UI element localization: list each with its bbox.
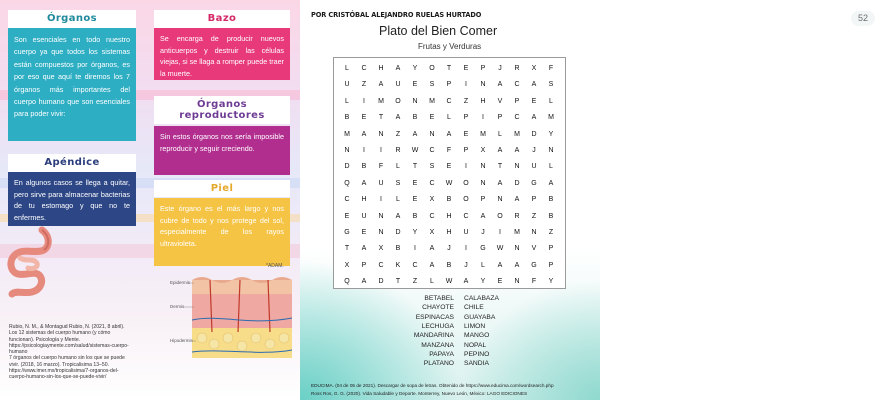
grid-letter[interactable]: C — [429, 212, 435, 220]
grid-letter[interactable]: L — [430, 278, 434, 286]
grid-letter[interactable]: P — [548, 245, 554, 253]
reference-line: cuerpo-humano-sin-los-que-se-puede-vivir/ — [9, 374, 107, 381]
grid-letter[interactable]: U — [531, 163, 537, 171]
word-item: SANDIA — [464, 360, 489, 368]
word-item: GUAYABA — [464, 313, 496, 321]
grid-letter[interactable]: C — [378, 261, 384, 269]
grid-letter[interactable]: M — [548, 114, 554, 122]
grid-letter[interactable]: S — [429, 163, 435, 171]
grid-letter[interactable]: T — [344, 245, 350, 253]
grid-letter[interactable]: I — [465, 81, 467, 89]
grid-letter[interactable]: N — [378, 229, 384, 236]
grid-letter[interactable]: I — [499, 229, 501, 236]
puzzle-subtitle: Frutas y Verduras — [418, 42, 482, 51]
grid-letter[interactable]: X — [344, 261, 350, 269]
word-item: BETABEL — [424, 295, 454, 302]
grid-letter[interactable]: E — [361, 114, 367, 122]
grid-letter[interactable]: E — [412, 179, 418, 187]
grid-letter[interactable]: Y — [412, 229, 418, 236]
grid-letter[interactable]: T — [412, 163, 418, 171]
grid-letter[interactable]: P — [480, 65, 486, 72]
skin-layers-illustration — [170, 272, 298, 362]
author-name: POR CRISTÓBAL ALEJANDRO RUELAS HURTADO — [311, 11, 482, 19]
grid-letter[interactable]: C — [429, 179, 435, 187]
reproductores-heading-line2: reproductores — [179, 110, 265, 121]
word-item: NOPAL — [464, 341, 487, 349]
grid-letter[interactable]: G — [531, 261, 537, 269]
grid-letter[interactable]: P — [480, 196, 486, 204]
grid-letter[interactable]: L — [498, 130, 502, 138]
organos-text: Son esenciales en todo nuestro cuerpo ya que todos los sistemas están compuestos por órganos, es por eso que aquí te diremos los 7 órganos más importantes del cuerpo humano que son esenciales para poder vivir: — [8, 28, 136, 141]
grid-letter[interactable]: J — [481, 229, 485, 236]
grid-letter[interactable]: D — [344, 163, 350, 171]
grid-letter[interactable]: T — [497, 163, 503, 171]
grid-letter[interactable]: P — [463, 114, 469, 122]
grid-letter[interactable]: J — [532, 147, 536, 154]
reference-line: funcionan). Psicología y Mente. — [9, 336, 81, 343]
grid-letter[interactable]: M — [429, 97, 435, 105]
grid-letter[interactable]: H — [446, 229, 452, 236]
grid-letter[interactable]: T — [446, 65, 452, 72]
grid-letter[interactable]: H — [446, 212, 452, 220]
grid-letter[interactable]: Y — [548, 130, 554, 138]
grid-letter[interactable]: G — [344, 229, 350, 236]
organos-heading: Órganos — [8, 10, 136, 28]
grid-letter[interactable]: E — [446, 163, 452, 171]
grid-letter[interactable]: G — [480, 245, 486, 253]
adam-logo: *ADAM. — [266, 263, 284, 269]
reference-line: Rubio, N. M., & Montagud Rubio, N. (2021, 8 abril). — [9, 324, 125, 330]
grid-letter[interactable]: I — [465, 163, 467, 171]
grid-letter[interactable]: B — [548, 196, 554, 204]
grid-letter[interactable]: X — [429, 229, 435, 236]
grid-letter[interactable]: W — [411, 147, 419, 154]
grid-letter[interactable]: V — [531, 245, 537, 253]
grid-letter[interactable]: P — [497, 114, 503, 122]
grid-letter[interactable]: P — [446, 81, 452, 89]
grid-letter[interactable]: D — [395, 229, 401, 236]
bazo-heading: Bazo — [154, 10, 290, 28]
grid-letter[interactable]: R — [514, 212, 520, 220]
word-item: LECHUGA — [421, 322, 454, 330]
grid-letter[interactable]: E — [463, 65, 469, 72]
grid-letter[interactable]: X — [531, 65, 537, 72]
grid-letter[interactable]: I — [380, 196, 382, 204]
grid-letter[interactable]: A — [514, 196, 520, 204]
grid-letter[interactable]: I — [465, 245, 467, 253]
grid-letter[interactable]: J — [498, 65, 502, 72]
grid-letter[interactable]: B — [344, 114, 350, 122]
grid-letter[interactable]: B — [548, 212, 554, 220]
grid-letter[interactable]: D — [531, 130, 537, 138]
word-search-puzzle — [333, 57, 566, 289]
grid-letter[interactable]: I — [414, 245, 416, 253]
bazo-text: Se encarga de producir nuevos anticuerpos y destruir las células viejas, si se llaga a romper puede traer la muerte. — [154, 28, 290, 80]
grid-letter[interactable]: A — [395, 212, 401, 220]
reference-line: 7 órganos del cuerpo humano sin los que se puede — [9, 355, 125, 362]
grid-letter[interactable]: H — [378, 65, 384, 72]
skin-label-hipodermis: Hipodermis — [170, 338, 193, 343]
word-item: CHAYOTE — [422, 304, 454, 312]
right-page — [300, 0, 868, 400]
grid-letter[interactable]: L — [481, 261, 485, 269]
grid-letter[interactable]: U — [361, 212, 367, 220]
word-item: LIMON — [464, 322, 486, 330]
piel-text: Este órgano es el más largo y nos cubre de todo y nos protege del sol, especialmente de los rayos ultravioleta. — [154, 198, 290, 266]
grid-letter[interactable]: D — [514, 179, 520, 187]
grid-letter[interactable]: G — [531, 179, 537, 187]
grid-letter[interactable]: F — [548, 65, 554, 72]
grid-letter[interactable]: C — [344, 196, 350, 204]
grid-letter[interactable]: D — [378, 278, 384, 286]
source-line: EDUCIMA. (04 de 05 de 2021). Descargar de sopa de letras. Obtenido de https://www.educima.com/wordsearch.php — [311, 383, 554, 388]
reference-line: Los 12 sistemas del cuerpo humano (y cómo — [9, 330, 111, 337]
grid-letter[interactable]: Z — [395, 130, 401, 138]
grid-letter[interactable]: I — [482, 114, 484, 122]
grid-letter[interactable]: I — [380, 147, 382, 154]
grid-letter[interactable]: Y — [480, 278, 486, 286]
apendice-heading: Apéndice — [8, 154, 136, 172]
grid-letter[interactable]: W — [496, 245, 504, 253]
grid-letter[interactable]: I — [363, 147, 365, 154]
grid-letter[interactable]: N — [531, 229, 537, 236]
reproductores-text: Sin estos órganos nos sería imposible reproducir y seguir creciendo. — [154, 126, 290, 175]
grid-letter[interactable]: C — [463, 212, 469, 220]
grid-letter[interactable]: T — [378, 114, 384, 122]
grid-letter[interactable]: C — [514, 114, 520, 122]
grid-letter[interactable]: O — [463, 179, 469, 187]
grid-letter[interactable]: F — [531, 278, 537, 286]
grid-letter[interactable]: A — [514, 147, 520, 154]
grid-letter[interactable]: B — [412, 114, 418, 122]
grid-letter[interactable]: L — [447, 114, 451, 122]
source-line: Ross Ros, G. G. (2020). Vida Saludable y Deporte. Monterrey, Nuevo León, México: LAGO EDICIONES — [311, 391, 528, 396]
grid-letter[interactable]: A — [514, 261, 520, 269]
grid-letter[interactable]: A — [361, 179, 367, 187]
grid-letter[interactable]: Z — [361, 81, 367, 89]
grid-letter[interactable]: N — [480, 179, 486, 187]
intestine-illustration — [6, 224, 52, 300]
grid-letter[interactable]: J — [464, 261, 468, 269]
grid-letter[interactable]: M — [344, 130, 350, 138]
grid-letter[interactable]: A — [480, 212, 486, 220]
grid-letter[interactable]: M — [480, 130, 486, 138]
grid-letter[interactable]: S — [429, 81, 435, 89]
grid-letter[interactable]: X — [378, 245, 384, 253]
grid-letter[interactable]: C — [361, 65, 367, 72]
grid-letter[interactable]: X — [429, 196, 435, 204]
piel-heading: Piel — [154, 180, 290, 197]
grid-letter[interactable]: U — [463, 229, 469, 236]
grid-letter[interactable]: M — [378, 97, 384, 105]
grid-letter[interactable]: Z — [412, 278, 418, 286]
grid-letter[interactable]: H — [361, 196, 367, 204]
grid-letter[interactable]: B — [446, 196, 452, 204]
grid-letter[interactable]: W — [445, 179, 453, 187]
grid-letter[interactable]: A — [531, 81, 537, 89]
grid-letter[interactable]: Q — [344, 278, 350, 286]
grid-letter[interactable]: E — [463, 130, 469, 138]
word-item: MANGO — [464, 332, 490, 340]
grid-letter[interactable]: L — [549, 163, 553, 171]
grid-letter[interactable]: P — [463, 147, 469, 154]
skin-label-dermis: Dermis — [170, 304, 185, 309]
grid-letter[interactable]: Z — [531, 212, 537, 220]
grid-letter[interactable]: N — [514, 163, 520, 171]
grid-letter[interactable]: C — [412, 261, 418, 269]
grid-letter[interactable]: E — [412, 81, 418, 89]
grid-letter[interactable]: O — [497, 212, 503, 220]
grid-letter[interactable]: P — [548, 261, 554, 269]
grid-letter[interactable]: X — [480, 147, 486, 154]
grid-letter[interactable]: S — [548, 81, 554, 89]
grid-letter[interactable]: O — [463, 196, 469, 204]
grid-letter[interactable]: L — [345, 97, 349, 105]
grid-letter[interactable]: A — [497, 179, 503, 187]
grid-letter[interactable]: N — [497, 196, 503, 204]
grid-letter[interactable]: Y — [412, 65, 418, 72]
grid-letter[interactable]: A — [429, 245, 435, 253]
grid-letter[interactable]: E — [361, 229, 367, 236]
grid-letter[interactable]: F — [446, 147, 452, 154]
grid-letter[interactable]: B — [412, 212, 418, 220]
reference-line[interactable]: https://www.imer.mx/tropicalisima/7-organos-del- — [9, 368, 119, 375]
grid-letter[interactable]: B — [446, 261, 452, 269]
grid-letter[interactable]: U — [378, 179, 384, 187]
grid-letter[interactable]: L — [549, 97, 553, 105]
grid-letter[interactable]: U — [344, 81, 350, 89]
word-item: CHILE — [464, 304, 484, 312]
grid-letter[interactable]: N — [480, 81, 486, 89]
references — [9, 324, 179, 381]
grid-letter[interactable]: M — [514, 229, 520, 236]
grid-letter[interactable]: P — [514, 97, 520, 105]
grid-letter[interactable]: B — [395, 245, 401, 253]
puzzle-title: Plato del Bien Comer — [379, 24, 498, 38]
grid-letter[interactable]: N — [344, 147, 350, 154]
grid-letter[interactable]: A — [361, 245, 367, 253]
word-item: CALABAZA — [464, 295, 499, 302]
grid-letter[interactable]: A — [497, 81, 503, 89]
reference-line: vivir. (2018, 16 marzo). Tropicalisima 13–50. — [9, 361, 109, 368]
grid-letter[interactable]: Z — [463, 97, 469, 105]
grid-letter[interactable]: A — [429, 261, 435, 269]
grid-letter[interactable]: V — [497, 97, 503, 105]
grid-letter[interactable]: E — [531, 97, 537, 105]
word-item: ESPINACAS — [415, 313, 454, 321]
grid-letter[interactable]: Q — [344, 179, 350, 187]
word-item: MANZANA — [421, 341, 454, 349]
grid-letter[interactable]: A — [548, 179, 554, 187]
grid-letter[interactable]: A — [395, 65, 401, 72]
grid-letter[interactable]: A — [463, 278, 469, 286]
word-item: PLATANO — [423, 360, 454, 368]
grid-letter[interactable]: A — [497, 261, 503, 269]
word-item: PAPAYA — [429, 350, 454, 358]
grid-letter[interactable]: E — [344, 212, 350, 220]
grid-letter[interactable]: W — [445, 278, 453, 286]
grid-letter[interactable]: N — [514, 245, 520, 253]
grid-letter[interactable]: N — [480, 163, 486, 171]
grid-letter[interactable]: Y — [548, 278, 554, 286]
grid-letter[interactable]: L — [396, 196, 400, 204]
grid-letter[interactable]: K — [395, 261, 401, 269]
grid-letter[interactable]: R — [395, 147, 401, 154]
grid-letter[interactable]: E — [429, 114, 435, 122]
grid-letter[interactable]: R — [514, 65, 520, 72]
grid-letter[interactable]: C — [446, 97, 452, 105]
word-item: MANDARINA — [413, 332, 454, 340]
reference-line[interactable]: https://psicologiaymente.com/salud/sistemas-cuerpo- — [9, 342, 129, 349]
grid-letter[interactable]: H — [480, 97, 486, 105]
grid-letter[interactable]: T — [395, 278, 401, 286]
grid-letter[interactable]: L — [345, 65, 349, 72]
skin-label-epidermis: Epidermis — [170, 280, 191, 285]
grid-letter[interactable]: O — [429, 65, 435, 72]
grid-letter[interactable]: A — [395, 114, 401, 122]
grid-letter[interactable]: N — [378, 212, 384, 220]
grid-letter[interactable]: N — [378, 130, 384, 138]
grid-letter[interactable]: M — [514, 130, 520, 138]
grid-letter[interactable]: B — [361, 163, 367, 171]
grid-letter[interactable]: C — [429, 147, 435, 154]
grid-letter[interactable]: N — [514, 278, 520, 286]
grid-letter[interactable]: A — [446, 130, 452, 138]
grid-letter[interactable]: A — [412, 130, 418, 138]
grid-letter[interactable]: A — [361, 130, 367, 138]
grid-letter[interactable]: A — [531, 114, 537, 122]
grid-letter[interactable]: N — [429, 130, 435, 138]
grid-letter[interactable]: O — [395, 97, 401, 105]
grid-letter[interactable]: P — [361, 261, 367, 269]
sources — [311, 382, 593, 398]
grid-letter[interactable]: A — [361, 278, 367, 286]
grid-letter[interactable]: E — [412, 196, 418, 204]
grid-letter[interactable]: Z — [548, 229, 554, 236]
apendice-text: En algunos casos se llega a quitar, pero sirve para almacenar bacterias de tu estomago y que no te enfermes. — [8, 172, 136, 226]
grid-letter[interactable]: E — [497, 278, 503, 286]
reference-line: humano — [9, 349, 28, 356]
page-number: 52 — [851, 11, 875, 26]
grid-letter[interactable]: P — [531, 196, 537, 204]
grid-letter[interactable]: N — [412, 97, 418, 105]
grid-letter[interactable]: F — [378, 163, 384, 171]
grid-letter[interactable]: S — [395, 179, 401, 187]
left-page — [0, 0, 300, 400]
grid-letter[interactable]: I — [363, 97, 365, 105]
grid-letter[interactable]: A — [497, 147, 503, 154]
grid-letter[interactable]: A — [378, 81, 384, 89]
word-item: PEPINO — [464, 350, 490, 358]
reproductores-heading-line1: Órganos — [196, 99, 248, 110]
grid-letter[interactable]: J — [447, 245, 451, 253]
grid-letter[interactable]: N — [548, 147, 554, 154]
grid-letter[interactable]: L — [396, 163, 400, 171]
grid-letter[interactable]: C — [514, 81, 520, 89]
grid-letter[interactable]: U — [395, 81, 401, 89]
reproductores-heading — [154, 96, 290, 124]
